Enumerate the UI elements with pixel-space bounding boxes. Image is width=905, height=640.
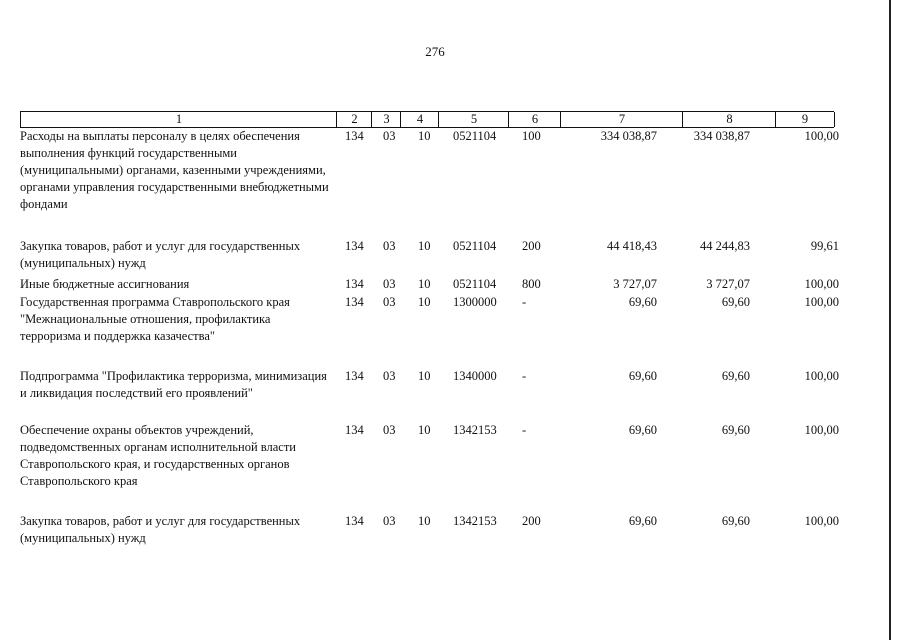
row-col-4: 10 [418, 239, 431, 253]
header-cell-5: 5 [438, 112, 509, 127]
row-col-5: 0521104 [453, 277, 497, 291]
row-col-9: 100,00 [804, 423, 839, 437]
row-col-9: 100,00 [804, 369, 839, 383]
row-col-3: 03 [383, 423, 396, 437]
page-edge-line [889, 0, 891, 640]
row-col-7: 69,60 [628, 514, 657, 528]
row-name: Закупка товаров, работ и услуг для государственных (муниципальных) нужд [20, 514, 301, 545]
row-col-6: - [522, 295, 527, 309]
row-col-2: 134 [345, 129, 364, 143]
row-col-5: 1340000 [453, 369, 497, 383]
row-col-8: 69,60 [721, 369, 750, 383]
header-cell-4: 4 [400, 112, 439, 127]
row-col-9: 100,00 [804, 129, 839, 143]
row-name: Расходы на выплаты персоналу в целях обеспечения выполнения функций государственными (муниципальными) органами, казенными учреждениями, органами управления государственными внебюджетными фондами [20, 129, 329, 211]
row-col-8: 69,60 [721, 423, 750, 437]
row-col-2: 134 [345, 369, 364, 383]
row-col-8: 334 038,87 [693, 129, 750, 143]
row-col-6: 100 [522, 129, 541, 143]
header-cell-7: 7 [560, 112, 683, 127]
row-col-7: 3 727,07 [613, 277, 657, 291]
header-cell-6: 6 [508, 112, 561, 127]
row-col-5: 1300000 [453, 295, 497, 309]
row-col-2: 134 [345, 239, 364, 253]
header-cell-1: 1 [20, 112, 337, 127]
table-header [20, 111, 834, 128]
row-col-7: 69,60 [628, 423, 657, 437]
row-col-2: 134 [345, 295, 364, 309]
row-col-2: 134 [345, 514, 364, 528]
row-col-3: 03 [383, 239, 396, 253]
row-col-8: 3 727,07 [706, 277, 750, 291]
row-col-4: 10 [418, 423, 431, 437]
row-col-9: 100,00 [804, 277, 839, 291]
header-cell-2: 2 [336, 112, 372, 127]
row-col-9: 99,61 [810, 239, 839, 253]
row-name: Закупка товаров, работ и услуг для государственных (муниципальных) нужд [20, 239, 301, 270]
row-col-5: 0521104 [453, 239, 497, 253]
row-col-8: 44 244,83 [700, 239, 750, 253]
row-col-4: 10 [418, 295, 431, 309]
row-col-3: 03 [383, 514, 396, 528]
row-col-2: 134 [345, 423, 364, 437]
row-col-4: 10 [418, 514, 431, 528]
row-col-6: - [522, 369, 527, 383]
header-cell-3: 3 [371, 112, 401, 127]
row-col-6: 200 [522, 239, 541, 253]
row-name: Иные бюджетные ассигнования [20, 277, 190, 291]
row-col-4: 10 [418, 129, 431, 143]
row-col-3: 03 [383, 369, 396, 383]
row-col-3: 03 [383, 277, 396, 291]
row-col-7: 44 418,43 [607, 239, 657, 253]
row-col-4: 10 [418, 369, 431, 383]
row-col-9: 100,00 [804, 514, 839, 528]
row-col-7: 69,60 [628, 295, 657, 309]
row-name: Государственная программа Ставропольского края "Межнациональные отношения, профилактика терроризма и поддержка казачества" [20, 295, 290, 343]
row-name: Подпрограмма "Профилактика терроризма, минимизация и ликвидация последствий его проявлений" [20, 369, 327, 400]
row-col-5: 1342153 [453, 423, 497, 437]
row-col-6: 800 [522, 277, 541, 291]
row-col-2: 134 [345, 277, 364, 291]
row-col-8: 69,60 [721, 514, 750, 528]
row-col-6: 200 [522, 514, 541, 528]
row-col-5: 1342153 [453, 514, 497, 528]
row-col-7: 334 038,87 [600, 129, 657, 143]
page-number: 276 [425, 44, 445, 59]
header-cell-9: 9 [775, 112, 835, 127]
row-col-6: - [522, 423, 527, 437]
row-col-9: 100,00 [804, 295, 839, 309]
row-col-4: 10 [418, 277, 431, 291]
row-col-7: 69,60 [628, 369, 657, 383]
row-col-8: 69,60 [721, 295, 750, 309]
row-col-3: 03 [383, 129, 396, 143]
row-col-5: 0521104 [453, 129, 497, 143]
row-name: Обеспечение охраны объектов учреждений, подведомственных органам исполнительной власти Ставропольского края, и государственных органов Ставропольского края [20, 423, 296, 488]
row-col-3: 03 [383, 295, 396, 309]
header-cell-8: 8 [682, 112, 776, 127]
